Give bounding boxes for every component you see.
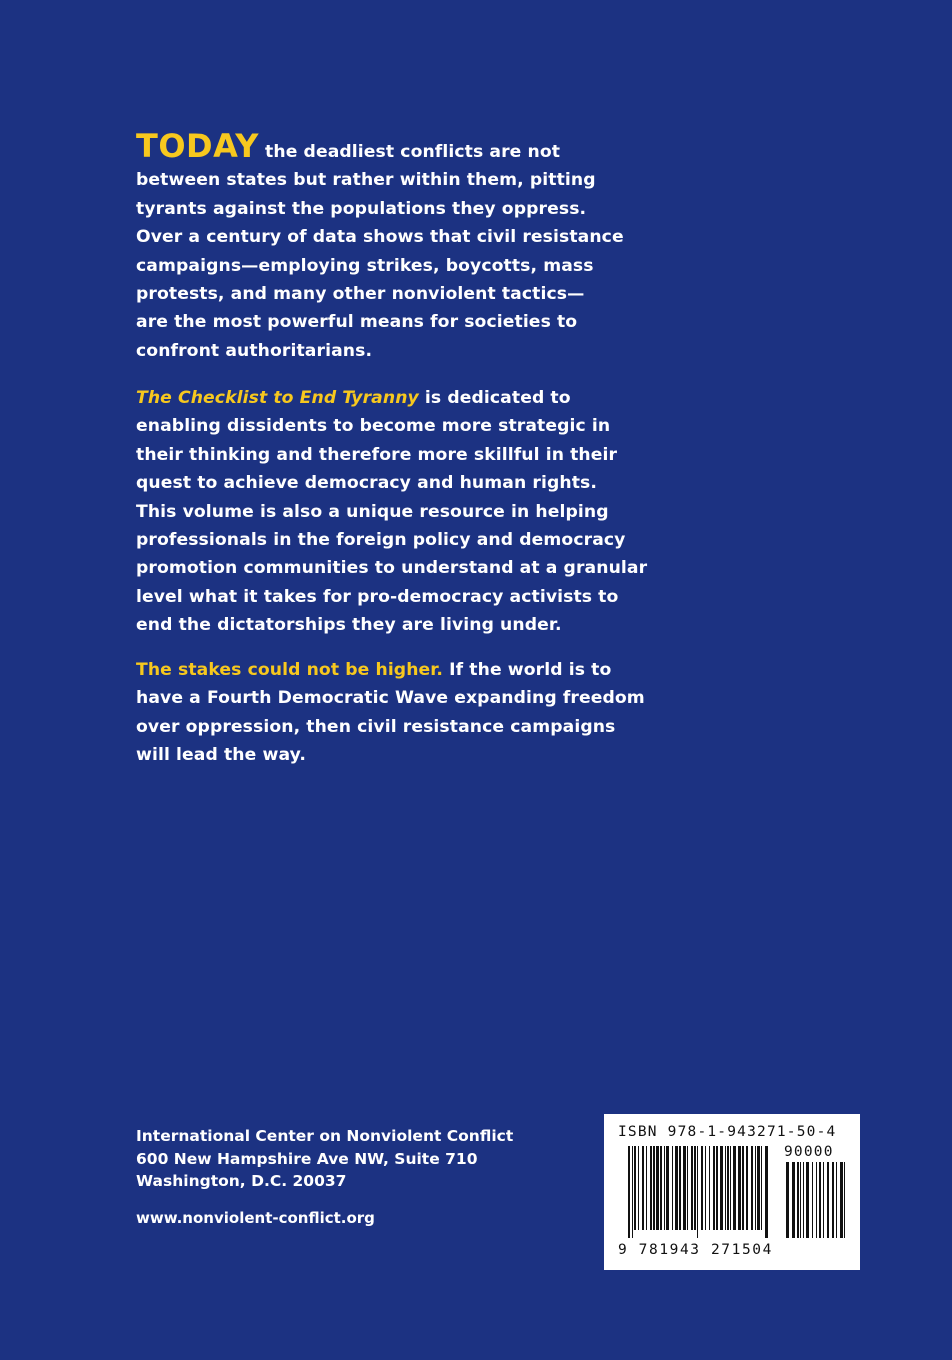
barcode-bar (742, 1146, 744, 1230)
blurb-line: Over a century of data shows that civil resistance (136, 227, 624, 248)
blurb-line: This volume is also a unique resource in helping (136, 501, 609, 522)
barcode-bar (672, 1146, 673, 1230)
barcode-bar (694, 1146, 696, 1230)
addon-bar (827, 1162, 829, 1238)
blurb-line: their thinking and therefore more skillful in their (136, 444, 618, 465)
barcode-bar (683, 1146, 686, 1230)
barcode-image (618, 1146, 848, 1244)
barcode-bar (716, 1146, 718, 1230)
addon-bar (806, 1162, 809, 1238)
addon-bar (844, 1162, 845, 1238)
blurb-line: level what it takes for pro-democracy activists to (136, 586, 619, 607)
book-title: The Checklist to End Tyranny (136, 388, 419, 408)
barcode-bar (660, 1146, 662, 1230)
barcode-bar (713, 1146, 715, 1230)
highlight-sentence: The stakes could not be higher. (136, 660, 444, 680)
blurb-line: quest to achieve democracy and human rights. (136, 473, 597, 494)
blurb-paragraph-3 (136, 656, 696, 770)
barcode-bar (653, 1146, 655, 1230)
barcode-bar (691, 1146, 693, 1230)
barcode-bar (757, 1146, 760, 1230)
barcode-bar (701, 1146, 703, 1230)
barcode-bar (679, 1146, 681, 1230)
barcode-bar (746, 1146, 748, 1230)
barcode-bar (727, 1146, 729, 1230)
publisher-street: 600 New Hampshire Ave NW, Suite 710 (136, 1149, 478, 1168)
barcode-bar (738, 1146, 741, 1230)
price-code: 90000 (784, 1144, 834, 1160)
publisher-name: International Center on Nonviolent Conflict (136, 1127, 514, 1145)
addon-bar (792, 1162, 795, 1238)
blurb-line: between states but rather within them, pitting (136, 170, 596, 191)
barcode-bar (664, 1146, 665, 1230)
publisher-city: Washington, D.C. 20037 (136, 1172, 347, 1190)
blurb-line: enabling dissidents to become more strategic in (136, 416, 611, 437)
barcode-bar (646, 1146, 647, 1230)
barcode-bar (761, 1146, 762, 1230)
blurb-line: professionals in the foreign policy and democracy (136, 530, 626, 551)
addon-bar (819, 1162, 821, 1238)
blurb-line: is dedicated to (418, 388, 571, 408)
publisher-website: www.nonviolent-conflict.org (136, 1209, 375, 1227)
isbn-label: ISBN 978-1-943271-50-4 (618, 1124, 837, 1140)
blurb-line: If the world is to (443, 660, 612, 680)
addon-bar (812, 1162, 813, 1238)
barcode-bar (705, 1146, 706, 1230)
blurb-line: will lead the way. (136, 745, 306, 766)
blurb-paragraph-2 (136, 384, 696, 640)
barcode-bar (755, 1146, 756, 1230)
barcode-bar (697, 1146, 698, 1238)
addon-bar (803, 1162, 804, 1238)
blurb-paragraph-1 (136, 127, 696, 365)
blurb-line: the deadliest conflicts are not (258, 142, 561, 162)
barcode-digits: 9 781943 271504 (618, 1242, 773, 1258)
blurb-line: campaigns—employing strikes, boycotts, mass (136, 255, 594, 276)
barcode-bar (634, 1146, 636, 1230)
barcode-bar (765, 1146, 768, 1238)
addon-bar (836, 1162, 837, 1238)
barcode-bar (687, 1146, 688, 1230)
barcode-bar (733, 1146, 736, 1230)
barcode-bar (656, 1146, 659, 1230)
addon-bar (823, 1162, 824, 1238)
blurb-line: are the most powerful means for societies to (136, 312, 578, 333)
blurb-line: over oppression, then civil resistance campaigns (136, 716, 616, 737)
blurb-line: promotion communities to understand at a granular (136, 558, 648, 579)
barcode-bar (666, 1146, 669, 1230)
blurb-line: confront authoritarians. (136, 340, 373, 361)
barcode-bar (709, 1146, 710, 1230)
barcode-bar (720, 1146, 723, 1230)
addon-bar (800, 1162, 801, 1238)
addon-bar (832, 1162, 834, 1238)
barcode-bar (638, 1146, 639, 1230)
lead-word: TODAY (136, 127, 259, 165)
barcode-bar (751, 1146, 753, 1230)
addon-bar (840, 1162, 843, 1238)
barcode-bar (632, 1146, 633, 1238)
blurb-line: protests, and many other nonviolent tactics— (136, 284, 585, 305)
barcode-bar (650, 1146, 652, 1230)
barcode-bar (730, 1146, 731, 1230)
barcode-bar (675, 1146, 678, 1230)
isbn-barcode-box (604, 1114, 860, 1270)
barcode-bar (725, 1146, 726, 1230)
publisher-address (136, 1125, 513, 1193)
barcode-bar (628, 1146, 630, 1238)
blurb-line: tyrants against the populations they oppress. (136, 198, 587, 219)
blurb-line: end the dictatorships they are living under. (136, 615, 562, 636)
barcode-bar (642, 1146, 644, 1230)
addon-bar (786, 1162, 789, 1238)
addon-bar (816, 1162, 817, 1238)
blurb-line: have a Fourth Democratic Wave expanding freedom (136, 688, 645, 709)
addon-bar (797, 1162, 799, 1238)
